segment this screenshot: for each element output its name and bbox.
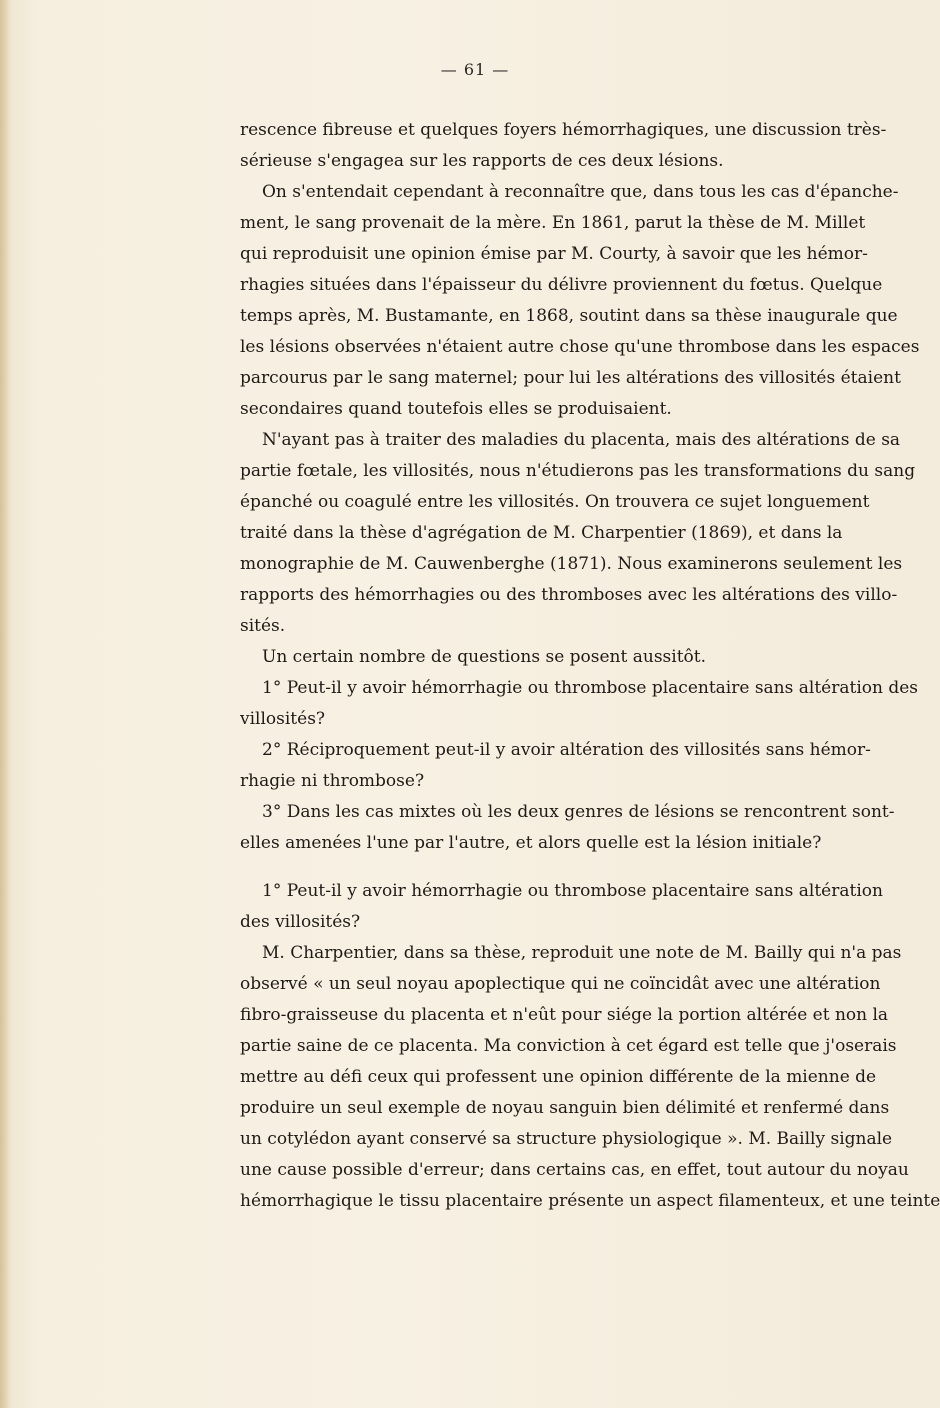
text-line: monographie de M. Cauwenberghe (1871). Nous examinerons seulement les (240, 554, 903, 574)
text-line: mettre au défi ceux qui professent une opinion différente de la mienne de (240, 1067, 877, 1087)
text-line: elles amenées l'une par l'autre, et alors quelle est la lésion initiale? (240, 833, 822, 853)
text-line: qui reproduisit une opinion émise par M. Courty, à savoir que les hémor- (240, 244, 868, 264)
text-line: parcourus par le sang maternel; pour lui les altérations des villosités étaient (240, 368, 901, 388)
text-line: secondaires quand toutefois elles se produisaient. (240, 399, 672, 419)
text-line: sités. (240, 616, 286, 636)
text-line: partie saine de ce placenta. Ma conviction à cet égard est telle que j'oserais (240, 1036, 897, 1056)
text-line: rescence fibreuse et quelques foyers hémorrhagiques, une discussion très- (240, 120, 887, 140)
question-item: 1° Peut-il y avoir hémorrhagie ou thrombose placentaire sans altération des (262, 678, 919, 698)
paragraph-start: Un certain nombre de questions se posent aussitôt. (262, 647, 707, 667)
paragraph-start: N'ayant pas à traiter des maladies du placenta, mais des altérations de sa (262, 430, 901, 450)
text-line: villosités? (240, 709, 326, 729)
text-line: temps après, M. Bustamante, en 1868, soutint dans sa thèse inaugurale que (240, 306, 898, 326)
text-line: des villosités? (240, 912, 361, 932)
page-binding-edge (0, 0, 10, 1408)
paragraph-start: On s'entendait cependant à reconnaître que, dans tous les cas d'épanche- (262, 182, 899, 202)
paragraph-start: M. Charpentier, dans sa thèse, reproduit une note de M. Bailly qui n'a pas (262, 943, 902, 963)
text-line: un cotylédon ayant conservé sa structure physiologique ». M. Bailly signale (240, 1129, 893, 1149)
text-line: rapports des hémorrhagies ou des thromboses avec les altérations des villo- (240, 585, 898, 605)
question-item: 3° Dans les cas mixtes où les deux genres de lésions se rencontrent sont- (262, 802, 895, 822)
text-line: produire un seul exemple de noyau sanguin bien délimité et renfermé dans (240, 1098, 890, 1118)
text-line: une cause possible d'erreur; dans certains cas, en effet, tout autour du noyau (240, 1160, 909, 1180)
text-line: fibro-graisseuse du placenta et n'eût pour siége la portion altérée et non la (240, 1005, 889, 1025)
text-line: sérieuse s'engagea sur les rapports de ces deux lésions. (240, 151, 724, 171)
text-line: rhagies situées dans l'épaisseur du délivre proviennent du fœtus. Quelque (240, 275, 883, 295)
text-line: traité dans la thèse d'agrégation de M. Charpentier (1869), et dans la (240, 523, 843, 543)
text-line: hémorrhagique le tissu placentaire présente un aspect filamenteux, et une teinte (240, 1191, 940, 1211)
text-line: observé « un seul noyau apoplectique qui ne coïncidât avec une altération (240, 974, 881, 994)
text-line: rhagie ni thrombose? (240, 771, 425, 791)
text-line: les lésions observées n'étaient autre chose qu'une thrombose dans les espaces (240, 337, 920, 357)
page-number: — 61 — (440, 60, 510, 79)
text-line: épanché ou coagulé entre les villosités. On trouvera ce sujet longuement (240, 492, 870, 512)
text-line: partie fœtale, les villosités, nous n'étudierons pas les transformations du sang (240, 461, 916, 481)
text-line: ment, le sang provenait de la mère. En 1861, parut la thèse de M. Millet (240, 213, 866, 233)
question-item: 2° Réciproquement peut-il y avoir altération des villosités sans hémor- (262, 740, 871, 760)
section-heading: 1° Peut-il y avoir hémorrhagie ou thrombose placentaire sans altération (262, 881, 883, 901)
